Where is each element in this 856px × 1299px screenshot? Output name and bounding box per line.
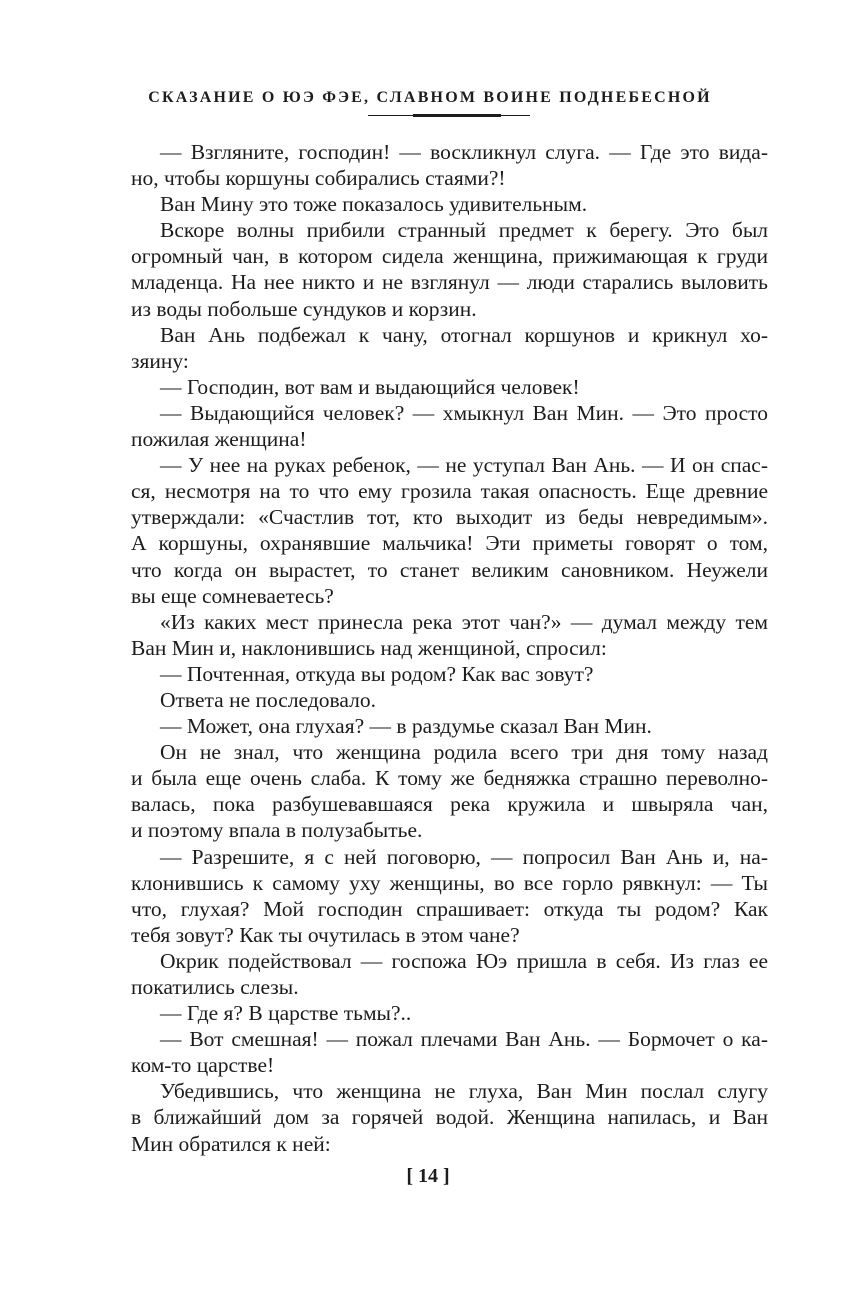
text-line: огромный чан, в котором сидела женщина, прижимающая к груди bbox=[131, 244, 768, 269]
text-line: — Господин, вот вам и выдающийся человек! bbox=[160, 374, 580, 399]
text-line: вы еще сомневаетесь? bbox=[131, 583, 334, 608]
text-line: зяину: bbox=[131, 348, 189, 373]
text-line: Он не знал, что женщина родила всего три дня тому назад bbox=[160, 740, 768, 765]
text-line: ся, несмотря на то что ему грозила такая опасность. Еще древние bbox=[131, 479, 768, 504]
text-line: — Где я? В царстве тьмы?.. bbox=[160, 1001, 412, 1026]
text-line: тебя зовут? Как ты очутилась в этом чане? bbox=[131, 922, 520, 947]
text-line: А коршуны, охранявшие мальчика! Эти приметы говорят о том, bbox=[131, 531, 768, 556]
text-line: Ван Ань подбежал к чану, отогнал коршунов и крикнул хо- bbox=[160, 322, 768, 347]
text-line: — Почтенная, откуда вы родом? Как вас зовут? bbox=[160, 661, 594, 686]
text-line: в ближайший дом за горячей водой. Женщина напилась, и Ван bbox=[131, 1105, 768, 1130]
text-line: из воды побольше сундуков и корзин. bbox=[131, 296, 477, 321]
text-line: и была еще очень слаба. К тому же бедняжка страшно переволно- bbox=[131, 766, 768, 791]
text-line: Вскоре волны прибили странный предмет к берегу. Это был bbox=[160, 218, 768, 243]
text-line: Ответа не последовало. bbox=[160, 687, 376, 712]
text-line: пожилая женщина! bbox=[131, 427, 307, 452]
text-line: ком-то царстве! bbox=[131, 1053, 275, 1078]
text-line: — Выдающийся человек? — хмыкнул Ван Мин. — Это просто bbox=[160, 400, 768, 425]
text-line: валась, пока разбушевавшаяся река кружила и швыряла чан, bbox=[131, 792, 768, 817]
text-line: — Вот смешная! — пожал плечами Ван Ань. — Бормочет о ка- bbox=[160, 1027, 768, 1052]
text-line: клонившись к самому уху женщины, во все горло рявкнул: — Ты bbox=[131, 870, 768, 895]
text-line: Убедившись, что женщина не глуха, Ван Мин послал слугу bbox=[160, 1079, 768, 1104]
text-line: — Разрешите, я с ней поговорю, — попросил Ван Ань и, на- bbox=[160, 844, 768, 869]
text-line: «Из каких мест принесла река этот чан?» — думал между тем bbox=[160, 609, 768, 634]
page-number: [ 14 ] bbox=[406, 1165, 450, 1187]
text-line: — У нее на руках ребенок, — не уступал Ван Ань. — И он спас- bbox=[160, 453, 768, 478]
text-line: — Взгляните, господин! — воскликнул слуга. — Где это вида- bbox=[160, 140, 768, 164]
running-head: СКАЗАНИЕ О ЮЭ ФЭЕ, СЛАВНОМ ВОИНЕ ПОДНЕБЕСНОЙ bbox=[148, 89, 712, 106]
text-line: Ван Мину это тоже показалось удивительным. bbox=[160, 192, 588, 217]
text-line: что когда он вырастет, то станет великим сановником. Неужели bbox=[131, 557, 768, 582]
running-head-rule-accent bbox=[413, 114, 501, 117]
text-line: утверждали: «Счастлив тот, кто выходит из беды невредимым». bbox=[131, 505, 768, 530]
body-text bbox=[131, 139, 768, 1157]
text-line: но, чтобы коршуны собирались стаями?! bbox=[131, 166, 506, 191]
text-line: Ван Мин и, наклонившись над женщиной, спросил: bbox=[131, 635, 607, 660]
text-line: Окрик подействовал — госпожа Юэ пришла в себя. Из глаз ее bbox=[160, 948, 768, 973]
text-line: — Может, она глухая? — в раздумье сказал Ван Мин. bbox=[160, 714, 652, 739]
text-line: покатились слезы. bbox=[131, 975, 299, 999]
text-line: Мин обратился к ней: bbox=[131, 1131, 331, 1156]
text-line: что, глухая? Мой господин спрашивает: откуда ты родом? Как bbox=[131, 896, 768, 921]
text-line: младенца. На нее никто и не взглянул — люди старались выловить bbox=[131, 270, 768, 295]
text-line: и поэтому впала в полузабытье. bbox=[131, 818, 423, 843]
